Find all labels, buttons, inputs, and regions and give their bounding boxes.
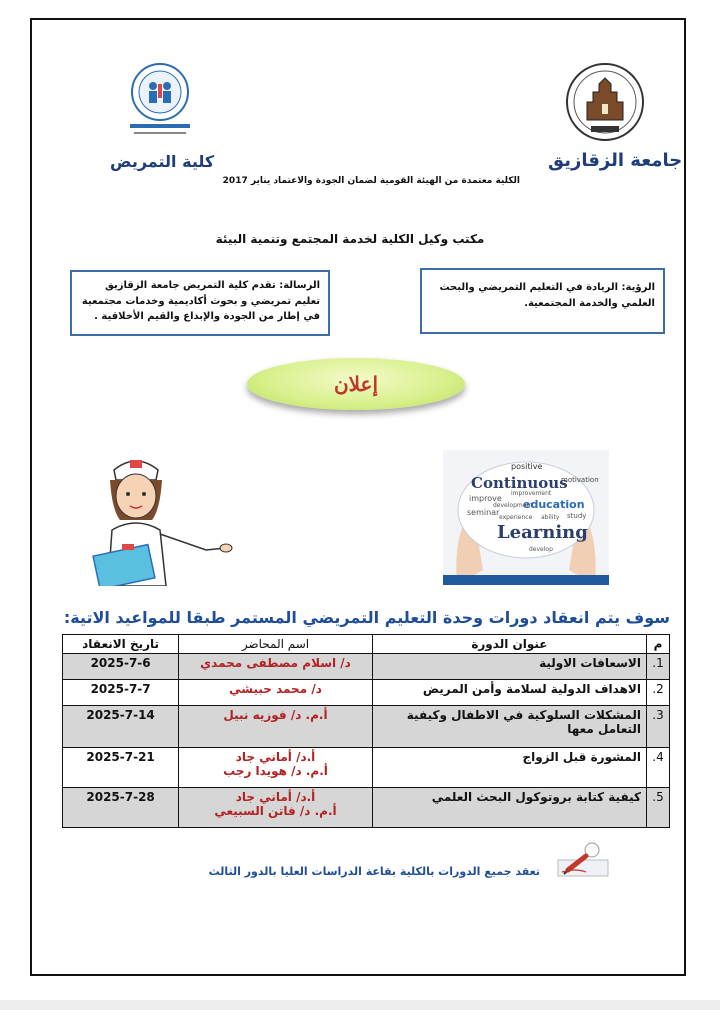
mission-box xyxy=(70,270,330,336)
continuous-learning-image xyxy=(443,450,609,585)
word-experience: experience xyxy=(499,514,533,521)
row-num: 2. xyxy=(646,680,669,706)
word-learning: Learning xyxy=(497,522,588,543)
office-title: مكتب وكيل الكلية لخدمة المجتمع وتنمية البيئة xyxy=(215,232,485,246)
lecturer-name xyxy=(179,788,373,828)
lecturer-line: أ.د/ أماني جاد xyxy=(235,750,316,764)
header-title: عنوان الدورة xyxy=(372,635,646,654)
table-row xyxy=(63,654,670,680)
lecturer-name xyxy=(179,680,373,706)
announcement-badge xyxy=(247,358,465,410)
row-num: 4. xyxy=(646,748,669,788)
lecturer-line: أ.د/ أماني جاد xyxy=(235,790,316,804)
course-title: كيفية كتابة بروتوكول البحث العلمي xyxy=(372,788,646,828)
accreditation-line: الكلية معتمدة من الهيئة القومية لضمان الجودة والاعتماد يناير 2017 xyxy=(222,176,520,186)
lecturer-line: أ.م. د/ هويدا رجب xyxy=(223,764,328,778)
lecturer-name xyxy=(179,748,373,788)
university-name: جامعة الزقازيق xyxy=(548,150,683,171)
nurse-illustration xyxy=(86,450,236,586)
course-date: 2025-7-21 xyxy=(63,748,179,788)
bottom-strip xyxy=(0,1000,720,1010)
word-education: education xyxy=(523,498,585,511)
word-develop: develop xyxy=(529,546,553,553)
header-date: تاريخ الانعقاد xyxy=(63,635,179,654)
faculty-name: كلية التمريض xyxy=(110,152,215,171)
word-motivation: motivation xyxy=(561,476,599,484)
course-date: 2025-7-28 xyxy=(63,788,179,828)
lecturer-line: أ.م. د/ فاتن السبيعي xyxy=(214,804,337,818)
word-improvement: improvement xyxy=(511,490,552,497)
courses-table xyxy=(62,634,670,828)
header-num: م xyxy=(646,635,669,654)
table-row xyxy=(63,748,670,788)
vision-box xyxy=(420,268,665,334)
course-date: 2025-7-14 xyxy=(63,706,179,748)
mission-text: الرسالة: تقدم كلية التمريض جامعة الزقازيق تعليم تمريضي و بحوث أكاديمية وخدمات مجتمعية في إطار من الجودة والإبداع والقيم الأخلاقية . xyxy=(81,280,320,322)
lecturer-line: د/ اسلام مصطفى محمدي xyxy=(200,656,351,670)
word-improve: improve xyxy=(469,494,502,503)
lecturer-name xyxy=(179,654,373,680)
header-lecturer: اسم المحاضر xyxy=(179,635,373,654)
word-study: study xyxy=(567,512,587,520)
course-title: الاهداف الدولية لسلامة وأمن المريض xyxy=(372,680,646,706)
course-date: 2025-7-6 xyxy=(63,654,179,680)
row-num: 1. xyxy=(646,654,669,680)
pen-writing-icon xyxy=(556,838,610,878)
footer-note: تعقد جميع الدورات بالكلية بقاعة الدراسات العليا بالدور الثالث xyxy=(208,865,540,878)
table-row xyxy=(63,680,670,706)
course-title: الاسعافات الاولية xyxy=(372,654,646,680)
university-logo xyxy=(565,62,645,142)
announcement-text: إعلان xyxy=(333,372,379,396)
word-ability: ability xyxy=(541,514,560,521)
table-row xyxy=(63,788,670,828)
row-num: 3. xyxy=(646,706,669,748)
schedule-heading: سوف يتم انعقاد دورات وحدة التعليم التمريضي المستمر طبقا للمواعيد الاتية: xyxy=(63,608,670,627)
word-development: development xyxy=(493,502,533,509)
course-date: 2025-7-7 xyxy=(63,680,179,706)
faculty-logo xyxy=(120,62,200,140)
course-title: المشكلات السلوكية في الاطفال وكيفية التعامل معها xyxy=(372,706,646,748)
lecturer-line: أ.م. د/ فوزيه نبيل xyxy=(223,708,328,722)
word-continuous: Continuous xyxy=(471,474,568,492)
course-title: المشورة قبل الزواج xyxy=(372,748,646,788)
row-num: 5. xyxy=(646,788,669,828)
lecturer-line: د/ محمد حبيشي xyxy=(229,682,322,696)
vision-text: الرؤية: الريادة في التعليم التمريضي والبحث العلمي والخدمة المجتمعية. xyxy=(439,282,655,309)
table-row xyxy=(63,706,670,748)
lecturer-name xyxy=(179,706,373,748)
word-positive: positive xyxy=(511,462,543,471)
word-seminar: seminar xyxy=(467,508,500,517)
table-header-row xyxy=(63,635,670,654)
